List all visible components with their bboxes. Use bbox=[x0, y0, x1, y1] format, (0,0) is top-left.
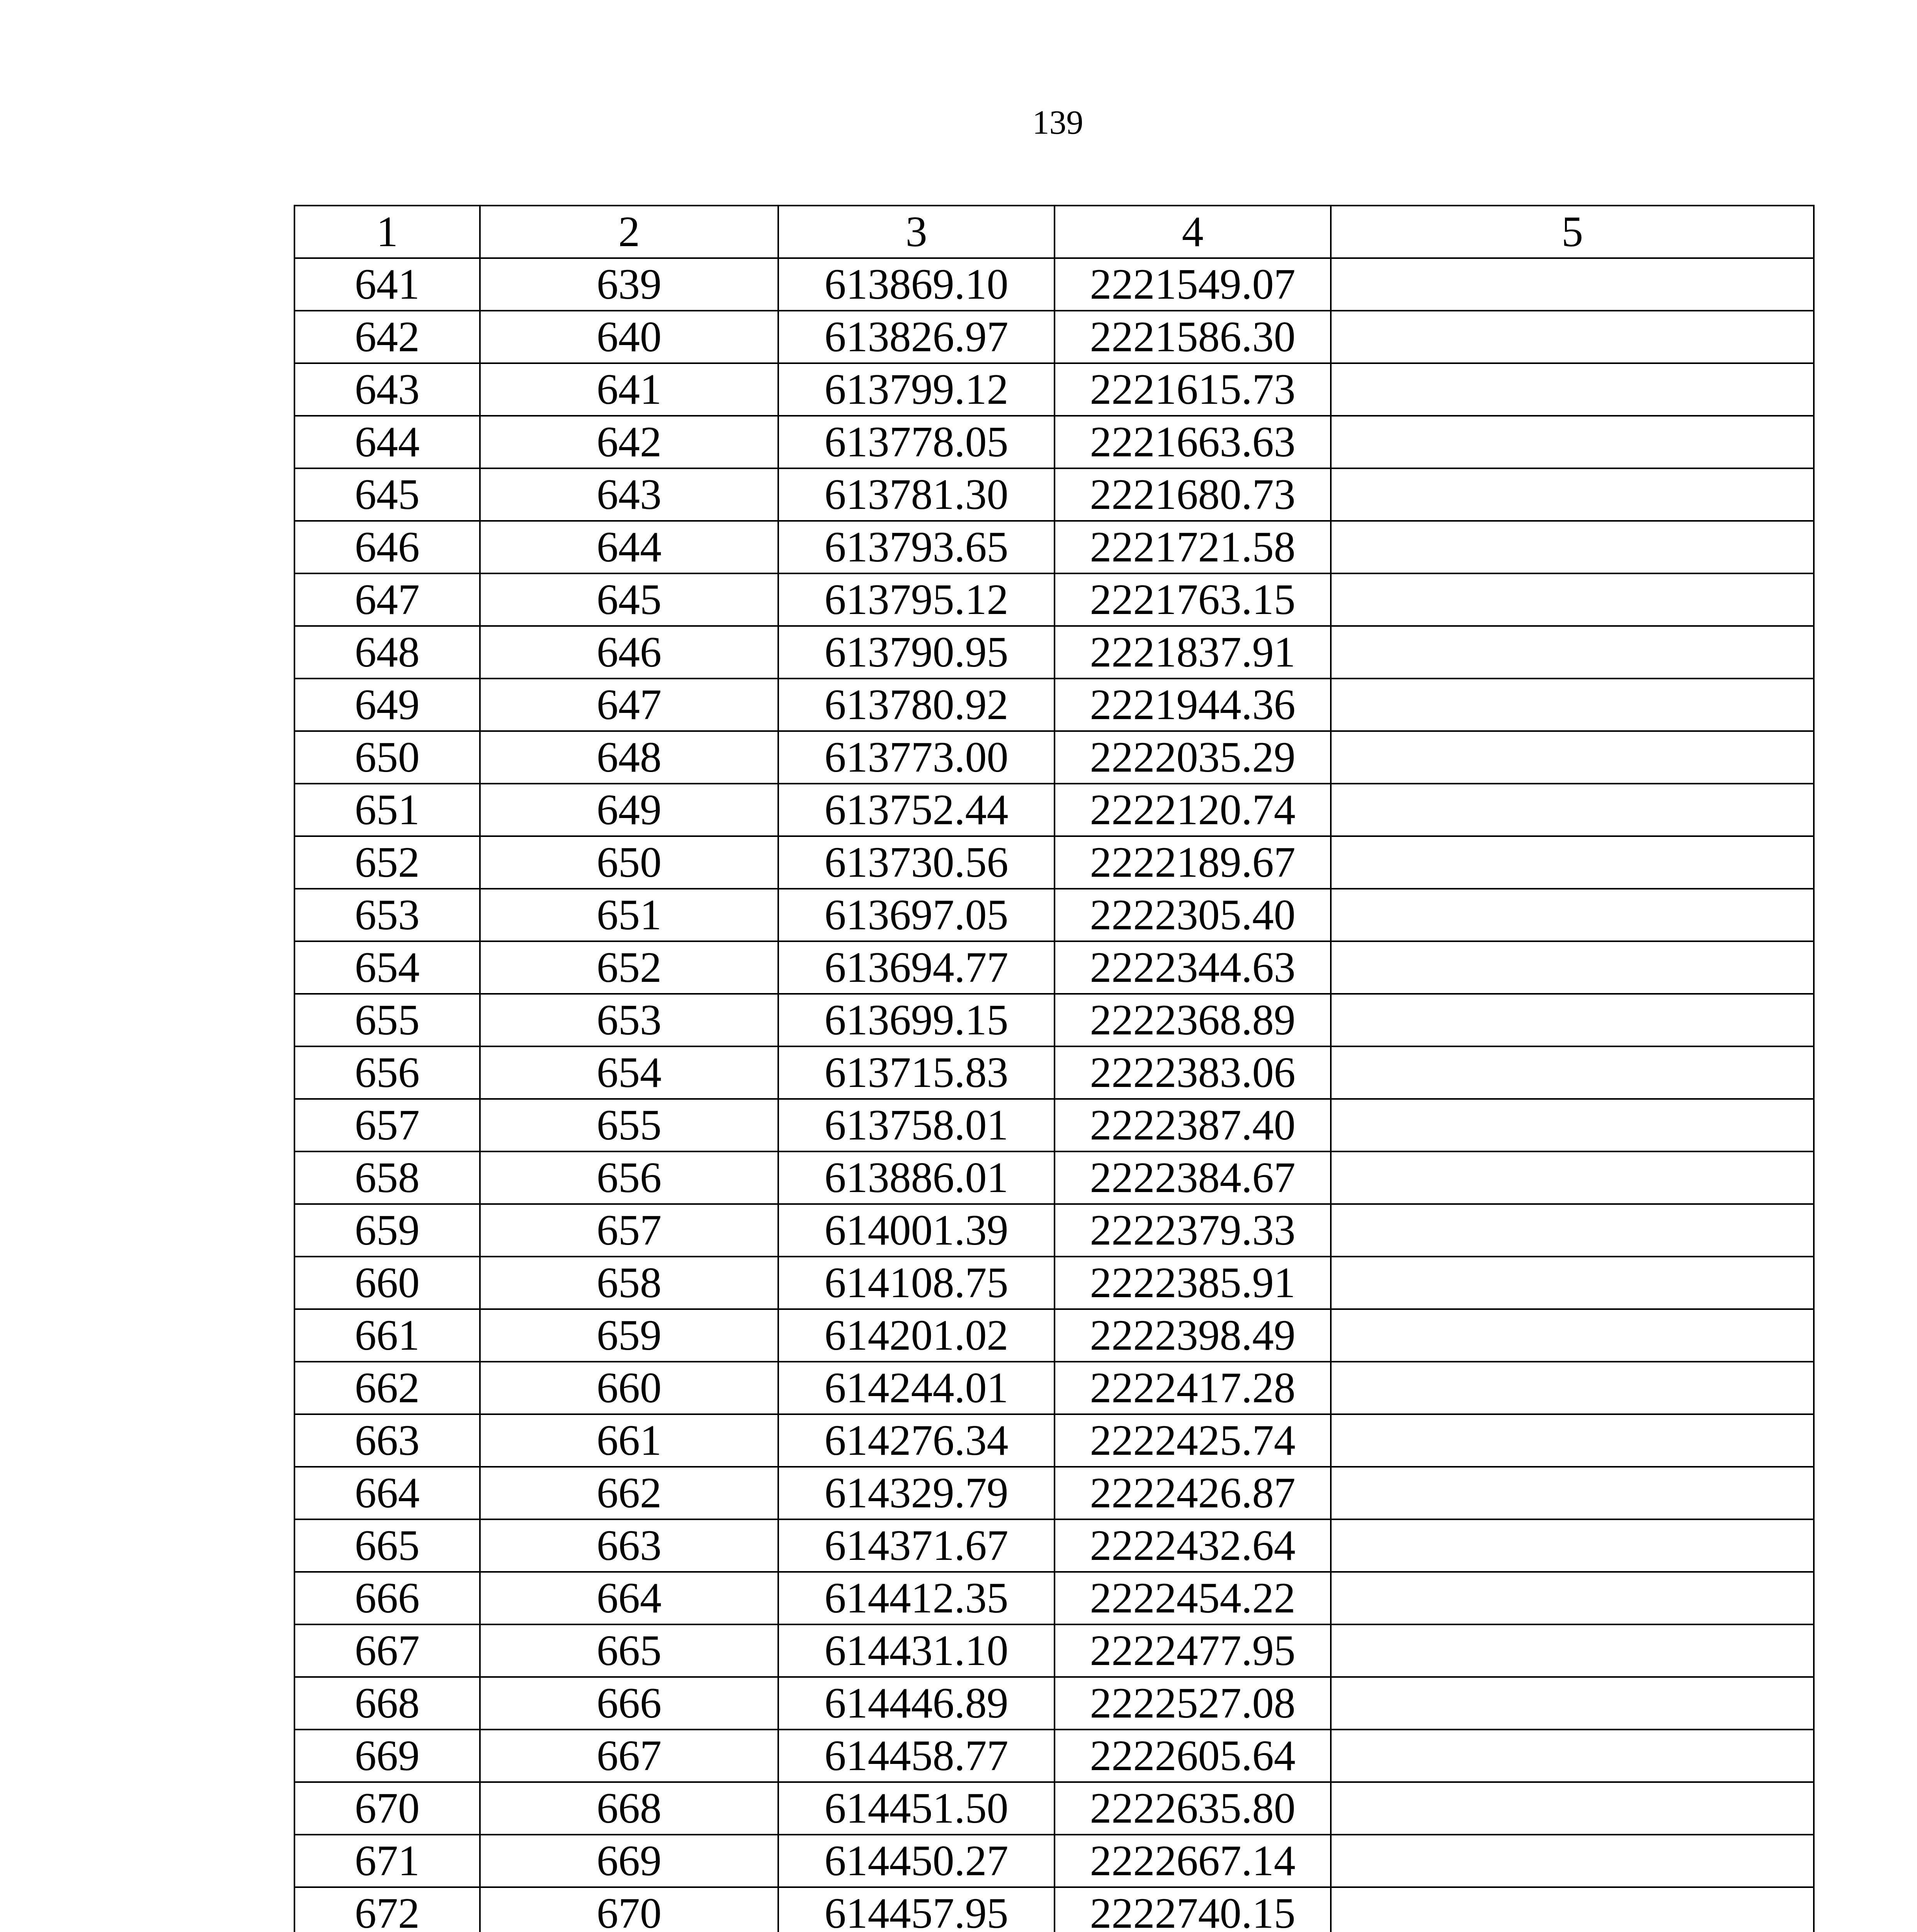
table-cell-col-2: 659 bbox=[480, 1309, 778, 1362]
table-row bbox=[294, 836, 1814, 889]
table-cell-col-1: 668 bbox=[294, 1677, 480, 1730]
table-cell-col-5 bbox=[1331, 1782, 1814, 1835]
table-cell-col-4: 2222605.64 bbox=[1055, 1730, 1331, 1782]
table-cell-col-3: 614457.95 bbox=[778, 1887, 1055, 1932]
table-cell-col-2: 658 bbox=[480, 1257, 778, 1309]
table-cell-col-1: 663 bbox=[294, 1414, 480, 1467]
table-cell-col-4: 2222189.67 bbox=[1055, 836, 1331, 889]
table-row bbox=[294, 1257, 1814, 1309]
table-cell-col-2: 670 bbox=[480, 1887, 778, 1932]
table-cell-col-2: 663 bbox=[480, 1519, 778, 1572]
table-cell-col-2: 664 bbox=[480, 1572, 778, 1624]
table-row bbox=[294, 363, 1814, 416]
table-cell-col-5 bbox=[1331, 1467, 1814, 1519]
table-row bbox=[294, 1624, 1814, 1677]
table-cell-col-1: 642 bbox=[294, 311, 480, 363]
table-row bbox=[294, 626, 1814, 679]
table-row bbox=[294, 1414, 1814, 1467]
table-cell-col-2: 655 bbox=[480, 1099, 778, 1151]
table-row bbox=[294, 416, 1814, 468]
table-cell-col-4: 2222384.67 bbox=[1055, 1151, 1331, 1204]
table-cell-col-4: 2222417.28 bbox=[1055, 1362, 1331, 1414]
table-cell-col-3: 614276.34 bbox=[778, 1414, 1055, 1467]
header-cell-5: 5 bbox=[1331, 206, 1814, 258]
table-cell-col-2: 657 bbox=[480, 1204, 778, 1257]
table-row bbox=[294, 1887, 1814, 1932]
table-cell-col-1: 644 bbox=[294, 416, 480, 468]
header-cell-3: 3 bbox=[778, 206, 1055, 258]
table-cell-col-3: 613694.77 bbox=[778, 941, 1055, 994]
table-cell-col-3: 614108.75 bbox=[778, 1257, 1055, 1309]
table-cell-col-2: 667 bbox=[480, 1730, 778, 1782]
table-cell-col-4: 2221721.58 bbox=[1055, 521, 1331, 573]
table-cell-col-2: 661 bbox=[480, 1414, 778, 1467]
table-row bbox=[294, 784, 1814, 836]
table-cell-col-1: 670 bbox=[294, 1782, 480, 1835]
table-cell-col-1: 651 bbox=[294, 784, 480, 836]
table-body bbox=[294, 258, 1814, 1932]
table-row bbox=[294, 1572, 1814, 1624]
table-row bbox=[294, 1730, 1814, 1782]
table-row bbox=[294, 889, 1814, 941]
table-cell-col-5 bbox=[1331, 1414, 1814, 1467]
table-row bbox=[294, 1204, 1814, 1257]
table-cell-col-5 bbox=[1331, 784, 1814, 836]
table-cell-col-1: 661 bbox=[294, 1309, 480, 1362]
table-cell-col-1: 648 bbox=[294, 626, 480, 679]
table-cell-col-2: 652 bbox=[480, 941, 778, 994]
table-cell-col-3: 614201.02 bbox=[778, 1309, 1055, 1362]
table-cell-col-4: 2221944.36 bbox=[1055, 679, 1331, 731]
table-cell-col-3: 613778.05 bbox=[778, 416, 1055, 468]
table-cell-col-4: 2222368.89 bbox=[1055, 994, 1331, 1046]
table-cell-col-5 bbox=[1331, 1730, 1814, 1782]
table-cell-col-1: 656 bbox=[294, 1046, 480, 1099]
table-cell-col-4: 2222398.49 bbox=[1055, 1309, 1331, 1362]
table-cell-col-3: 614450.27 bbox=[778, 1835, 1055, 1887]
table-cell-col-4: 2221586.30 bbox=[1055, 311, 1331, 363]
table-cell-col-5 bbox=[1331, 731, 1814, 784]
table-cell-col-2: 642 bbox=[480, 416, 778, 468]
coordinates-table bbox=[294, 205, 1815, 1932]
table-cell-col-5 bbox=[1331, 1151, 1814, 1204]
table-cell-col-3: 613799.12 bbox=[778, 363, 1055, 416]
table-cell-col-5 bbox=[1331, 1046, 1814, 1099]
table-row bbox=[294, 311, 1814, 363]
table-cell-col-2: 653 bbox=[480, 994, 778, 1046]
table-cell-col-3: 613752.44 bbox=[778, 784, 1055, 836]
table-cell-col-2: 665 bbox=[480, 1624, 778, 1677]
table-cell-col-2: 656 bbox=[480, 1151, 778, 1204]
table-cell-col-1: 667 bbox=[294, 1624, 480, 1677]
table-cell-col-2: 654 bbox=[480, 1046, 778, 1099]
table-cell-col-2: 666 bbox=[480, 1677, 778, 1730]
table-cell-col-1: 650 bbox=[294, 731, 480, 784]
table-cell-col-5 bbox=[1331, 258, 1814, 311]
table-cell-col-1: 655 bbox=[294, 994, 480, 1046]
table-cell-col-5 bbox=[1331, 1677, 1814, 1730]
table-cell-col-5 bbox=[1331, 1887, 1814, 1932]
table-cell-col-2: 648 bbox=[480, 731, 778, 784]
table-cell-col-3: 613886.01 bbox=[778, 1151, 1055, 1204]
table-row bbox=[294, 1519, 1814, 1572]
table-cell-col-4: 2222305.40 bbox=[1055, 889, 1331, 941]
table-cell-col-4: 2222387.40 bbox=[1055, 1099, 1331, 1151]
table-row bbox=[294, 521, 1814, 573]
table-cell-col-3: 614458.77 bbox=[778, 1730, 1055, 1782]
table-cell-col-4: 2221837.91 bbox=[1055, 626, 1331, 679]
table-cell-col-2: 640 bbox=[480, 311, 778, 363]
table-cell-col-2: 662 bbox=[480, 1467, 778, 1519]
table-row bbox=[294, 941, 1814, 994]
table-cell-col-1: 645 bbox=[294, 468, 480, 521]
table-cell-col-1: 641 bbox=[294, 258, 480, 311]
table-row bbox=[294, 1677, 1814, 1730]
table-cell-col-4: 2222385.91 bbox=[1055, 1257, 1331, 1309]
table-cell-col-5 bbox=[1331, 363, 1814, 416]
table-cell-col-1: 658 bbox=[294, 1151, 480, 1204]
header-cell-1: 1 bbox=[294, 206, 480, 258]
table-cell-col-2: 650 bbox=[480, 836, 778, 889]
table-cell-col-5 bbox=[1331, 1362, 1814, 1414]
table-cell-col-2: 669 bbox=[480, 1835, 778, 1887]
table-cell-col-4: 2221680.73 bbox=[1055, 468, 1331, 521]
table-cell-col-4: 2222120.74 bbox=[1055, 784, 1331, 836]
table-cell-col-2: 668 bbox=[480, 1782, 778, 1835]
table-cell-col-2: 645 bbox=[480, 573, 778, 626]
table-cell-col-3: 613790.95 bbox=[778, 626, 1055, 679]
table-cell-col-5 bbox=[1331, 573, 1814, 626]
table-cell-col-1: 647 bbox=[294, 573, 480, 626]
table-cell-col-2: 649 bbox=[480, 784, 778, 836]
table-cell-col-3: 613697.05 bbox=[778, 889, 1055, 941]
table-cell-col-3: 613780.92 bbox=[778, 679, 1055, 731]
table-cell-col-4: 2222454.22 bbox=[1055, 1572, 1331, 1624]
table-row bbox=[294, 1362, 1814, 1414]
table-cell-col-2: 644 bbox=[480, 521, 778, 573]
table-cell-col-4: 2222667.14 bbox=[1055, 1835, 1331, 1887]
table-cell-col-4: 2222527.08 bbox=[1055, 1677, 1331, 1730]
table-cell-col-2: 646 bbox=[480, 626, 778, 679]
table-row bbox=[294, 1467, 1814, 1519]
table-cell-col-5 bbox=[1331, 836, 1814, 889]
table-row bbox=[294, 731, 1814, 784]
table-cell-col-3: 614329.79 bbox=[778, 1467, 1055, 1519]
header-cell-4: 4 bbox=[1055, 206, 1331, 258]
table-row bbox=[294, 994, 1814, 1046]
table-cell-col-4: 2222035.29 bbox=[1055, 731, 1331, 784]
table-cell-col-1: 643 bbox=[294, 363, 480, 416]
table-cell-col-2: 639 bbox=[480, 258, 778, 311]
table-cell-col-3: 613699.15 bbox=[778, 994, 1055, 1046]
table-cell-col-2: 651 bbox=[480, 889, 778, 941]
table-cell-col-1: 654 bbox=[294, 941, 480, 994]
table-cell-col-4: 2221763.15 bbox=[1055, 573, 1331, 626]
table-cell-col-4: 2222379.33 bbox=[1055, 1204, 1331, 1257]
table-cell-col-5 bbox=[1331, 416, 1814, 468]
table-cell-col-3: 613715.83 bbox=[778, 1046, 1055, 1099]
table-cell-col-5 bbox=[1331, 1257, 1814, 1309]
table-row bbox=[294, 258, 1814, 311]
header-cell-2: 2 bbox=[480, 206, 778, 258]
table-row bbox=[294, 468, 1814, 521]
table-cell-col-5 bbox=[1331, 1204, 1814, 1257]
table-cell-col-3: 614431.10 bbox=[778, 1624, 1055, 1677]
table-cell-col-2: 643 bbox=[480, 468, 778, 521]
table-cell-col-3: 613826.97 bbox=[778, 311, 1055, 363]
table-cell-col-3: 613793.65 bbox=[778, 521, 1055, 573]
table-cell-col-5 bbox=[1331, 1519, 1814, 1572]
table-row bbox=[294, 1046, 1814, 1099]
table-cell-col-3: 614446.89 bbox=[778, 1677, 1055, 1730]
table-cell-col-4: 2221549.07 bbox=[1055, 258, 1331, 311]
table-cell-col-3: 614001.39 bbox=[778, 1204, 1055, 1257]
table-cell-col-4: 2222740.15 bbox=[1055, 1887, 1331, 1932]
table-cell-col-1: 660 bbox=[294, 1257, 480, 1309]
table-cell-col-5 bbox=[1331, 889, 1814, 941]
table-cell-col-5 bbox=[1331, 521, 1814, 573]
table-cell-col-1: 665 bbox=[294, 1519, 480, 1572]
table-cell-col-2: 641 bbox=[480, 363, 778, 416]
table-cell-col-1: 666 bbox=[294, 1572, 480, 1624]
table-row bbox=[294, 1309, 1814, 1362]
table-cell-col-3: 614451.50 bbox=[778, 1782, 1055, 1835]
table-row bbox=[294, 679, 1814, 731]
table-cell-col-4: 2222635.80 bbox=[1055, 1782, 1331, 1835]
table-cell-col-3: 613869.10 bbox=[778, 258, 1055, 311]
table-cell-col-1: 671 bbox=[294, 1835, 480, 1887]
table-cell-col-1: 657 bbox=[294, 1099, 480, 1151]
table-cell-col-1: 664 bbox=[294, 1467, 480, 1519]
table-cell-col-5 bbox=[1331, 311, 1814, 363]
table-cell-col-2: 647 bbox=[480, 679, 778, 731]
table-cell-col-4: 2222344.63 bbox=[1055, 941, 1331, 994]
table-cell-col-5 bbox=[1331, 1835, 1814, 1887]
table-cell-col-5 bbox=[1331, 941, 1814, 994]
table-cell-col-5 bbox=[1331, 1099, 1814, 1151]
table-cell-col-3: 614412.35 bbox=[778, 1572, 1055, 1624]
table-cell-col-1: 646 bbox=[294, 521, 480, 573]
table-cell-col-1: 662 bbox=[294, 1362, 480, 1414]
table-cell-col-2: 660 bbox=[480, 1362, 778, 1414]
table-cell-col-1: 652 bbox=[294, 836, 480, 889]
table-cell-col-4: 2222425.74 bbox=[1055, 1414, 1331, 1467]
table-cell-col-3: 613773.00 bbox=[778, 731, 1055, 784]
header-row bbox=[294, 206, 1814, 258]
table-row bbox=[294, 1151, 1814, 1204]
table-cell-col-3: 614244.01 bbox=[778, 1362, 1055, 1414]
table-cell-col-3: 613781.30 bbox=[778, 468, 1055, 521]
table-cell-col-5 bbox=[1331, 1572, 1814, 1624]
table-cell-col-4: 2222426.87 bbox=[1055, 1467, 1331, 1519]
table-cell-col-4: 2222432.64 bbox=[1055, 1519, 1331, 1572]
table-cell-col-4: 2222383.06 bbox=[1055, 1046, 1331, 1099]
table-cell-col-1: 659 bbox=[294, 1204, 480, 1257]
table-cell-col-5 bbox=[1331, 468, 1814, 521]
page-number: 139 bbox=[1032, 104, 1084, 141]
table-cell-col-1: 653 bbox=[294, 889, 480, 941]
table-cell-col-4: 2221615.73 bbox=[1055, 363, 1331, 416]
table-row bbox=[294, 1782, 1814, 1835]
table-cell-col-5 bbox=[1331, 679, 1814, 731]
table-cell-col-1: 672 bbox=[294, 1887, 480, 1932]
table-cell-col-5 bbox=[1331, 626, 1814, 679]
table-cell-col-4: 2222477.95 bbox=[1055, 1624, 1331, 1677]
table-cell-col-4: 2221663.63 bbox=[1055, 416, 1331, 468]
table-row bbox=[294, 1099, 1814, 1151]
table-cell-col-3: 613730.56 bbox=[778, 836, 1055, 889]
table-cell-col-3: 613758.01 bbox=[778, 1099, 1055, 1151]
table-row bbox=[294, 1835, 1814, 1887]
table-cell-col-1: 649 bbox=[294, 679, 480, 731]
table-row bbox=[294, 573, 1814, 626]
table-cell-col-5 bbox=[1331, 1309, 1814, 1362]
table-cell-col-5 bbox=[1331, 1624, 1814, 1677]
table-cell-col-3: 614371.67 bbox=[778, 1519, 1055, 1572]
table-cell-col-5 bbox=[1331, 994, 1814, 1046]
table-cell-col-3: 613795.12 bbox=[778, 573, 1055, 626]
table-cell-col-1: 669 bbox=[294, 1730, 480, 1782]
